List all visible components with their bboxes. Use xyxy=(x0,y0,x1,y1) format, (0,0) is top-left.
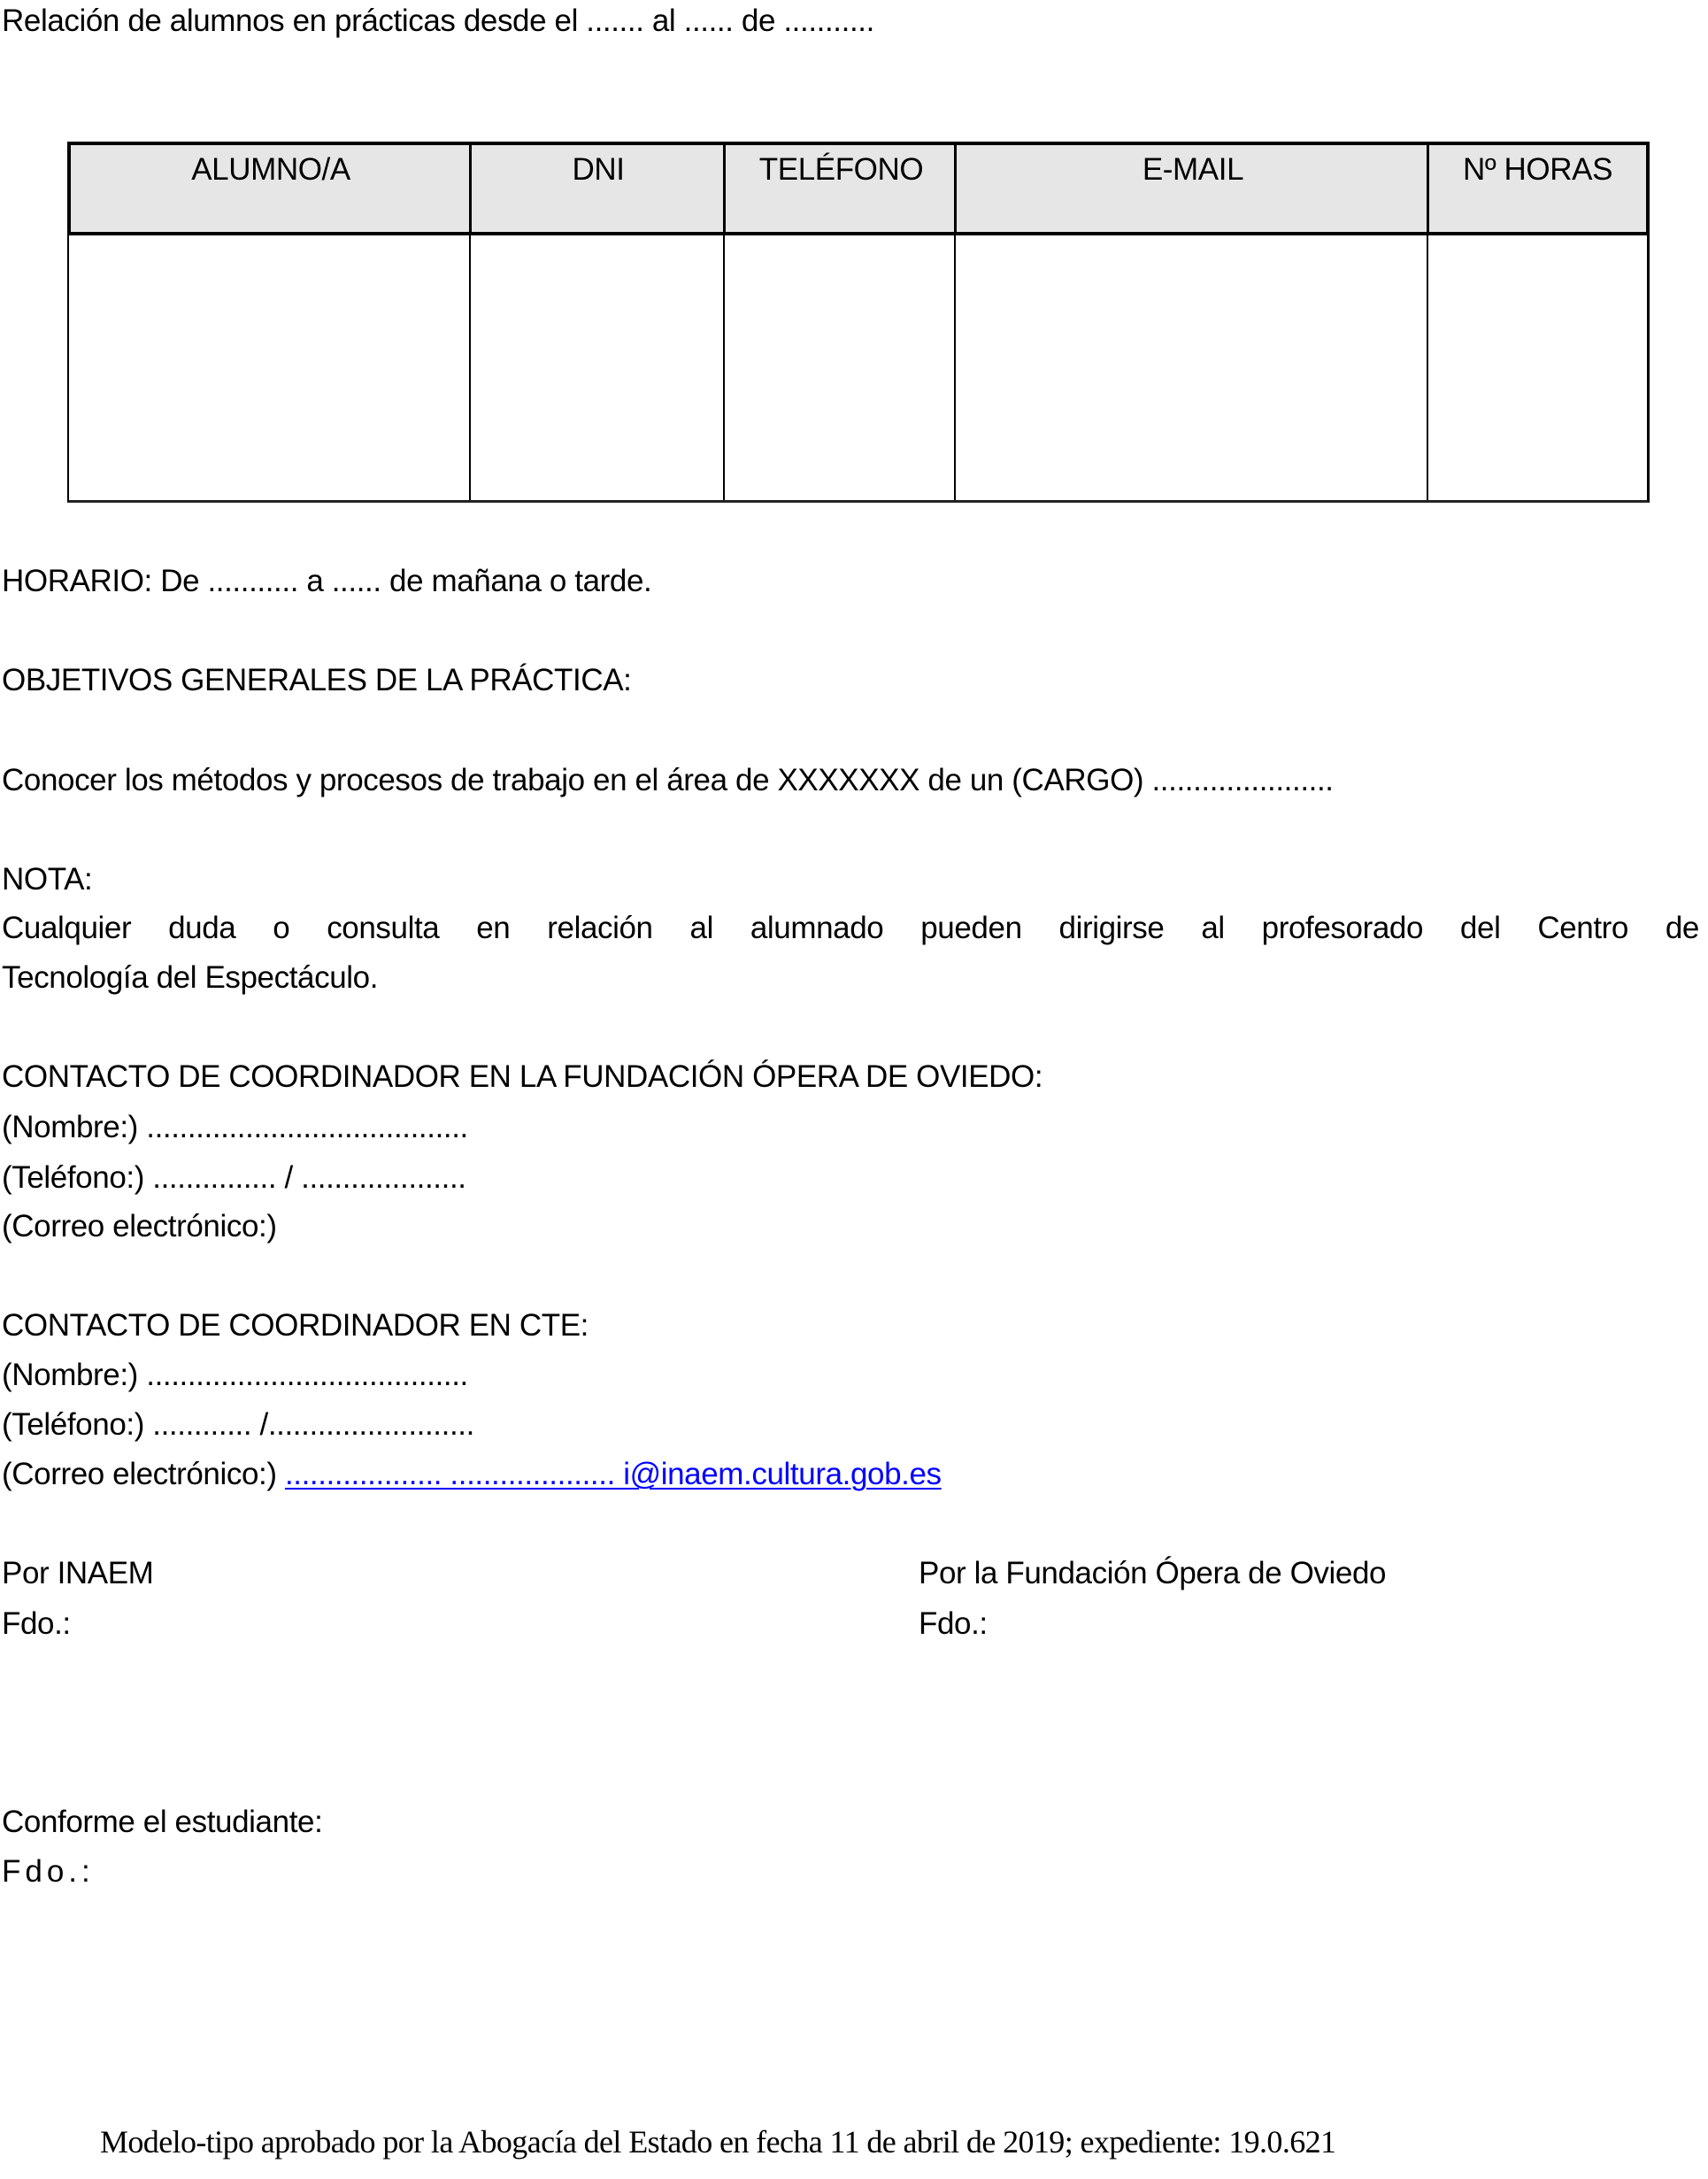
contact-cte-name: (Nombre:) ....................................... xyxy=(2,1358,468,1392)
contact-cte-phone: (Teléfono:) ............ /......................... xyxy=(2,1407,474,1442)
schedule-line: HORARIO: De ........... a ...... de mañana o tarde. xyxy=(2,564,652,598)
contact-cte-email-label: (Correo electrónico:) xyxy=(2,1457,277,1491)
objectives-heading: OBJETIVOS GENERALES DE LA PRÁCTICA: xyxy=(2,663,632,697)
student-conformity-label: Conforme el estudiante: xyxy=(2,1805,323,1839)
cell-email[interactable] xyxy=(956,235,1427,500)
signature-opera-signed: Fdo.: xyxy=(919,1606,988,1641)
objectives-text: Conocer los métodos y procesos de trabajo en el área de XXXXXXX de un (CARGO) ...................... xyxy=(2,763,1334,797)
column-header-horas: Nº HORAS xyxy=(1462,152,1613,187)
note-line-2: Tecnología del Espectáculo. xyxy=(2,960,379,995)
column-header-dni: DNI xyxy=(572,152,625,187)
signature-inaem-signed: Fdo.: xyxy=(2,1606,71,1641)
cell-dni[interactable] xyxy=(471,235,723,500)
signature-inaem-title: Por INAEM xyxy=(2,1556,154,1590)
contact-opera-heading: CONTACTO DE COORDINADOR EN LA FUNDACIÓN ÓPERA DE OVIEDO: xyxy=(2,1059,1043,1094)
contact-cte-heading: CONTACTO DE COORDINADOR EN CTE: xyxy=(2,1308,589,1343)
note-heading: NOTA: xyxy=(2,862,93,897)
contact-cte-email-row xyxy=(2,1455,942,1494)
table-header xyxy=(67,142,1650,235)
contact-opera-name: (Nombre:) ....................................... xyxy=(2,1110,468,1144)
contact-cte-email-link[interactable]: ................... .................... i@inaem.cultura.gob.es xyxy=(284,1457,942,1491)
note-line-1: Cualquier duda o consulta en relación al alumnado pueden dirigirse al profesorado del Centro de xyxy=(2,911,1699,945)
column-header-email: E-MAIL xyxy=(1142,152,1244,187)
cell-alumno[interactable] xyxy=(69,235,469,500)
contact-opera-email-label: (Correo electrónico:) xyxy=(2,1209,277,1243)
note-paragraph xyxy=(2,904,1699,1003)
column-header-telefono: TELÉFONO xyxy=(758,152,924,187)
table-row xyxy=(67,235,1650,503)
footer-approval-note: Modelo-tipo aprobado por la Abogacía del Estado en fecha 11 de abril de 2019; expediente: 19.0.621 xyxy=(100,2124,1336,2160)
column-header-alumno: ALUMNO/A xyxy=(191,152,350,187)
cell-telefono[interactable] xyxy=(725,235,954,500)
document-title: Relación de alumnos en prácticas desde el ....... al ...... de ........... xyxy=(2,4,874,38)
signature-opera-title: Por la Fundación Ópera de Oviedo xyxy=(919,1556,1387,1590)
cell-horas[interactable] xyxy=(1428,235,1645,500)
contact-opera-phone: (Teléfono:) ............... / .................... xyxy=(2,1160,466,1195)
student-signed: Fdo.: xyxy=(2,1854,95,1889)
students-table xyxy=(67,142,1650,503)
